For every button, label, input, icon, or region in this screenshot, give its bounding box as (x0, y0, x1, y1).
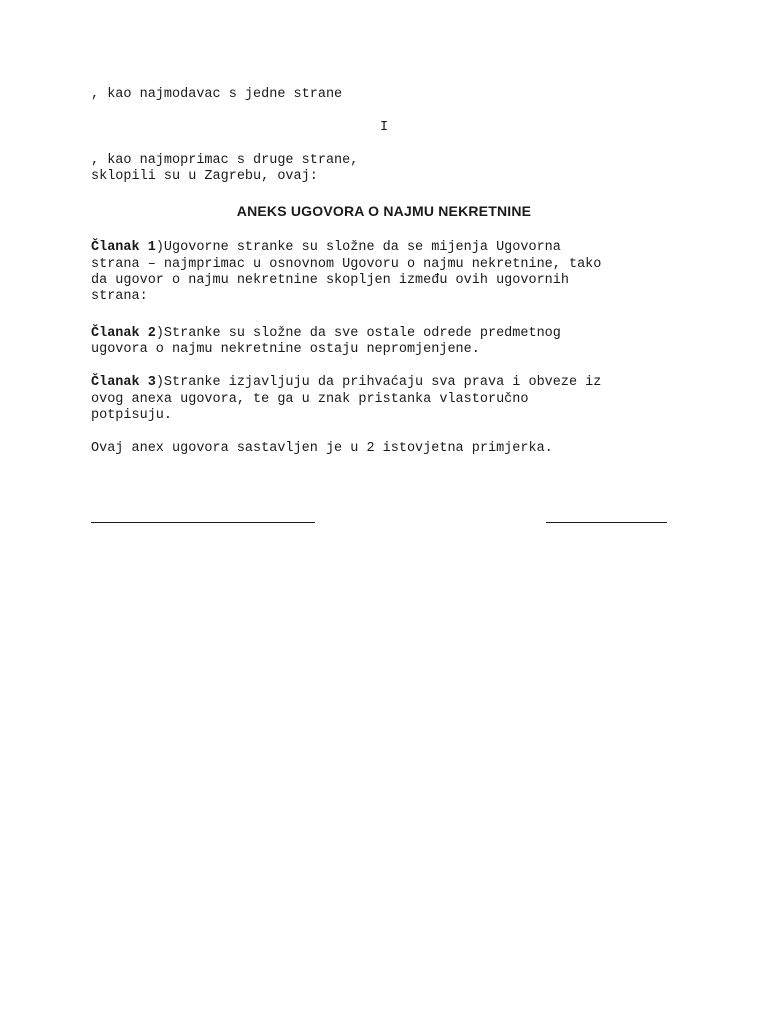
document-title: ANEKS UGOVORA O NAJMU NEKRETNINE (236, 203, 532, 219)
signature-line-right (546, 522, 667, 523)
article-1-label: Članak 1 (91, 240, 156, 255)
article-3-text: )Stranke izjavljuju da prihvaćaju sva prava i obveze iz (155, 375, 602, 390)
signature-line-left (91, 522, 315, 523)
article-1-line-4: strana: (91, 289, 148, 304)
article-2-line-1 (91, 326, 561, 342)
article-1-line-3: da ugovor o najmu nekretnine skopljen između ovih ugovornih (91, 273, 569, 288)
article-3-line-3: potpisuju. (91, 408, 173, 423)
tenant-line: , kao najmoprimac s druge strane, (91, 153, 359, 168)
article-3-line-1 (91, 375, 601, 391)
closing-statement: Ovaj anex ugovora sastavljen je u 2 istovjetna primjerka. (91, 441, 553, 456)
concluded-line: sklopili su u Zagrebu, ovaj: (91, 169, 318, 184)
conjunction: I (380, 120, 389, 135)
article-3-line-2: ovog anexa ugovora, te ga u znak pristanka vlastoručno (91, 392, 529, 407)
article-2-text: )Stranke su složne da sve ostale odrede predmetnog (155, 326, 561, 341)
article-1-line-1 (91, 240, 561, 256)
article-3-label: Članak 3 (91, 375, 156, 390)
article-2-label: Članak 2 (91, 326, 156, 341)
article-2-line-2: ugovora o najmu nekretnine ostaju nepromjenjene. (91, 342, 480, 357)
article-1-text: )Ugovorne stranke su složne da se mijenja Ugovorna (155, 240, 561, 255)
article-1-line-2: strana – najmprimac u osnovnom Ugovoru o najmu nekretnine, tako (91, 257, 602, 272)
landlord-line: , kao najmodavac s jedne strane (91, 87, 343, 102)
